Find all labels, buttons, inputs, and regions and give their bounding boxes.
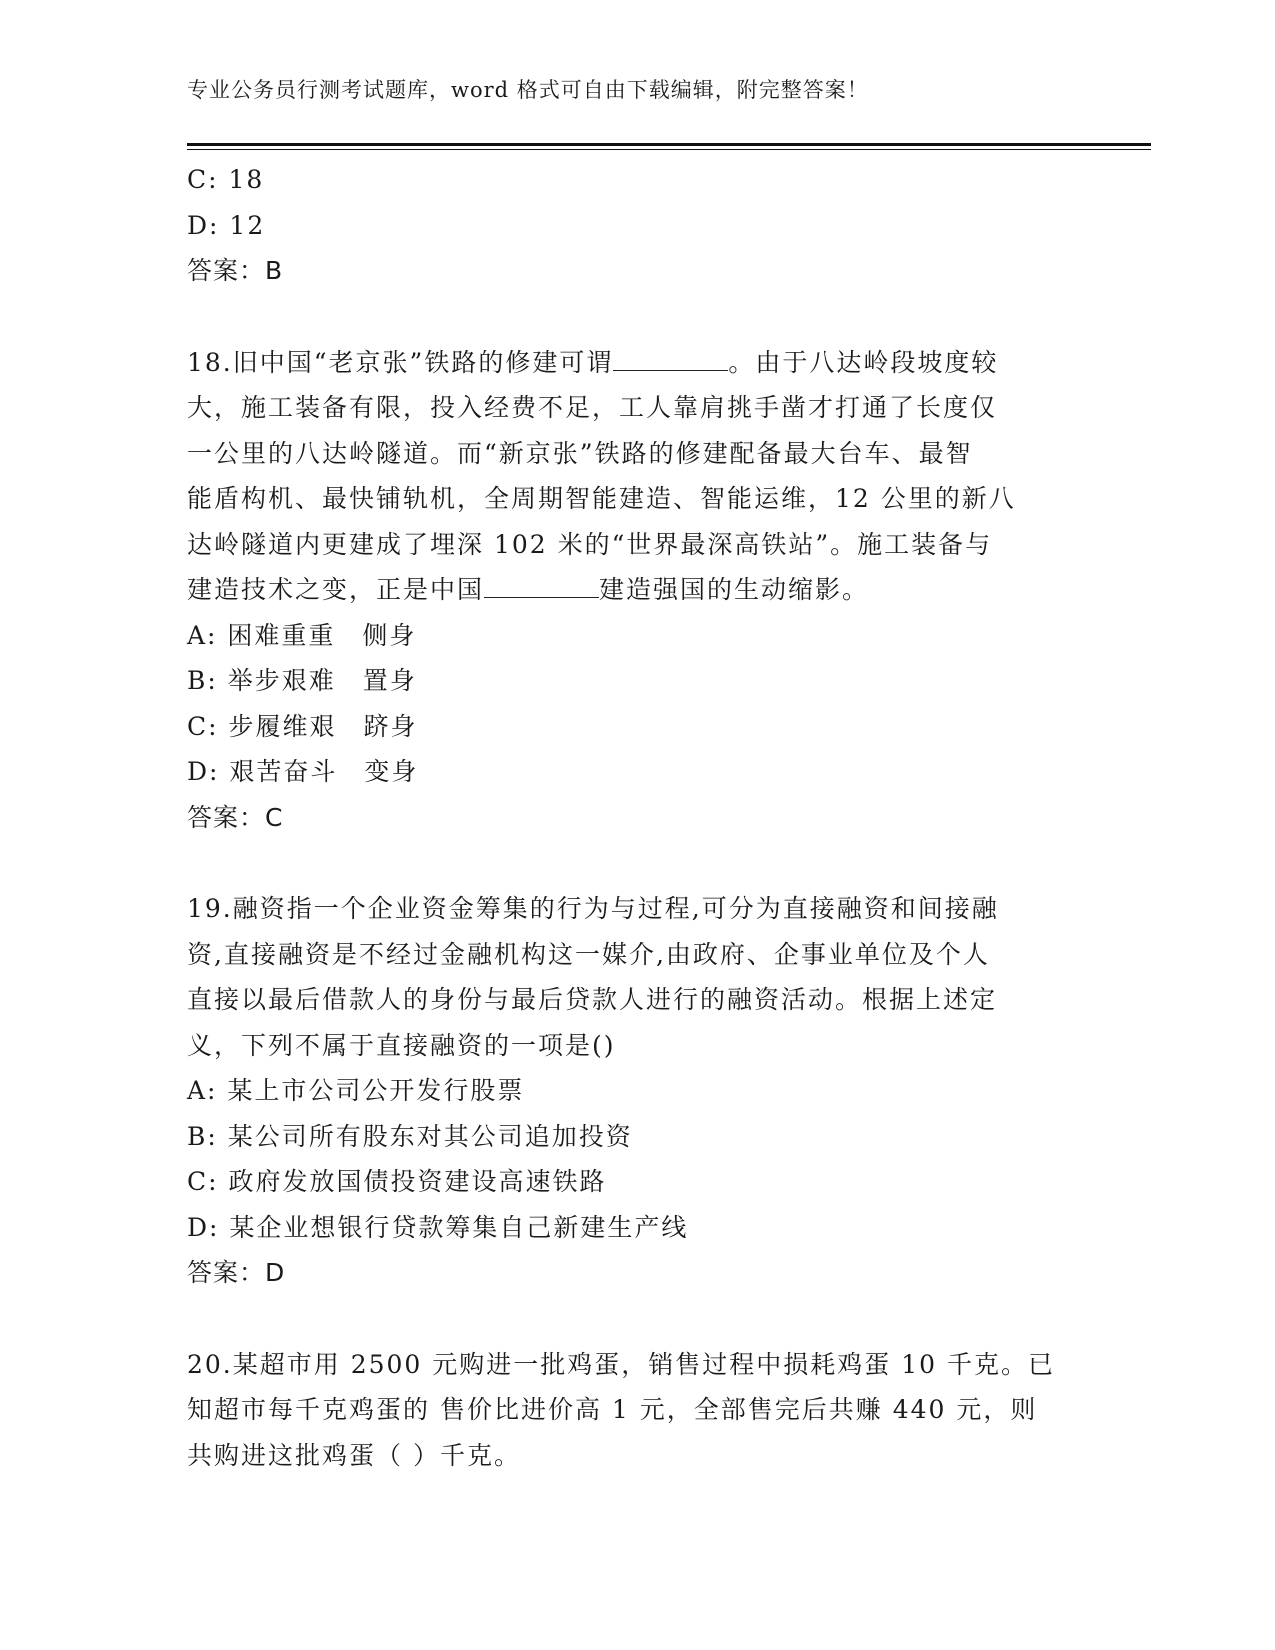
q19-option-b: B: 某公司所有股东对其公司追加投资 (187, 1121, 633, 1151)
q18-stem-text: 建造技术之变，正是中国 (187, 575, 485, 604)
q19-answer: 答案：D (187, 1258, 286, 1287)
q18-stem-text: 18.旧中国“老京张”铁路的修建可谓 (187, 347, 614, 377)
q19-option-a: A: 某上市公司公开发行股票 (187, 1076, 525, 1105)
q19-option-c: C: 政府发放国债投资建设高速铁路 (187, 1167, 607, 1196)
fill-blank (484, 575, 599, 598)
q19-stem-line-4: 义，下列不属于直接融资的一项是() (187, 1030, 616, 1060)
header-rule-thin (187, 149, 1151, 150)
q18-stem-text: 建造强国的生动缩影。 (599, 575, 870, 604)
q18-option-a: A: 困难重重 侧身 (187, 620, 417, 650)
fill-blank (613, 348, 728, 371)
q18-option-c: C: 步履维艰 跻身 (187, 711, 418, 741)
q18-answer: 答案：C (187, 802, 284, 832)
q18-stem-line-5: 达岭隧道内更建成了埋深 102 米的“世界最深高铁站”。施工装备与 (187, 529, 993, 559)
q19-option-d: D: 某企业想银行贷款筹集自己新建生产线 (187, 1212, 689, 1242)
q18-stem-line-2: 大，施工装备有限，投入经费不足，工人靠肩挑手凿才打通了长度仅 (187, 393, 998, 422)
header-rule-thick (187, 143, 1151, 146)
q18-stem-line-1 (187, 340, 1087, 386)
q19-stem-line-2: 资,直接融资是不经过金融机构这一媒介,由政府、企事业单位及个人 (187, 939, 990, 969)
q19-stem-line-1: 19.融资指一个企业资金筹集的行为与过程,可分为直接融资和间接融 (187, 894, 999, 923)
q18-stem-line-4: 能盾构机、最快铺轨机，全周期智能建造、智能运维，12 公里的新八 (187, 484, 1016, 513)
spacer (187, 1296, 1087, 1342)
q17-option-c: C: 18 (187, 165, 265, 194)
q18-stem-line-6 (187, 567, 1087, 613)
spacer (187, 840, 1087, 886)
q18-option-d: D: 艰苦奋斗 变身 (187, 757, 419, 786)
q18-stem-line-3: 一公里的八达岭隧道。而“新京张”铁路的修建配备最大台车、最智 (187, 438, 973, 468)
q20-stem-line-3: 共购进这批鸡蛋（ ）千克。 (187, 1440, 521, 1470)
q19-stem-line-3: 直接以最后借款人的身份与最后贷款人进行的融资活动。根据上述定 (187, 985, 998, 1014)
q17-answer: 答案：B (187, 256, 284, 285)
q20-stem-line-1: 20.某超市用 2500 元购进一批鸡蛋，销售过程中损耗鸡蛋 10 千克。已 (187, 1349, 1055, 1379)
q18-option-b: B: 举步艰难 置身 (187, 666, 417, 695)
q18-stem-text: 。由于八达岭段坡度较 (728, 347, 999, 377)
q20-stem-line-2: 知超市每千克鸡蛋的 售价比进价高 1 元，全部售完后共赚 440 元，则 (187, 1395, 1038, 1424)
q17-option-d: D: 12 (187, 210, 266, 240)
page-header: 专业公务员行测考试题库，word 格式可自由下载编辑，附完整答案！ (187, 78, 869, 102)
question-content (187, 157, 1087, 1478)
spacer (187, 294, 1087, 340)
